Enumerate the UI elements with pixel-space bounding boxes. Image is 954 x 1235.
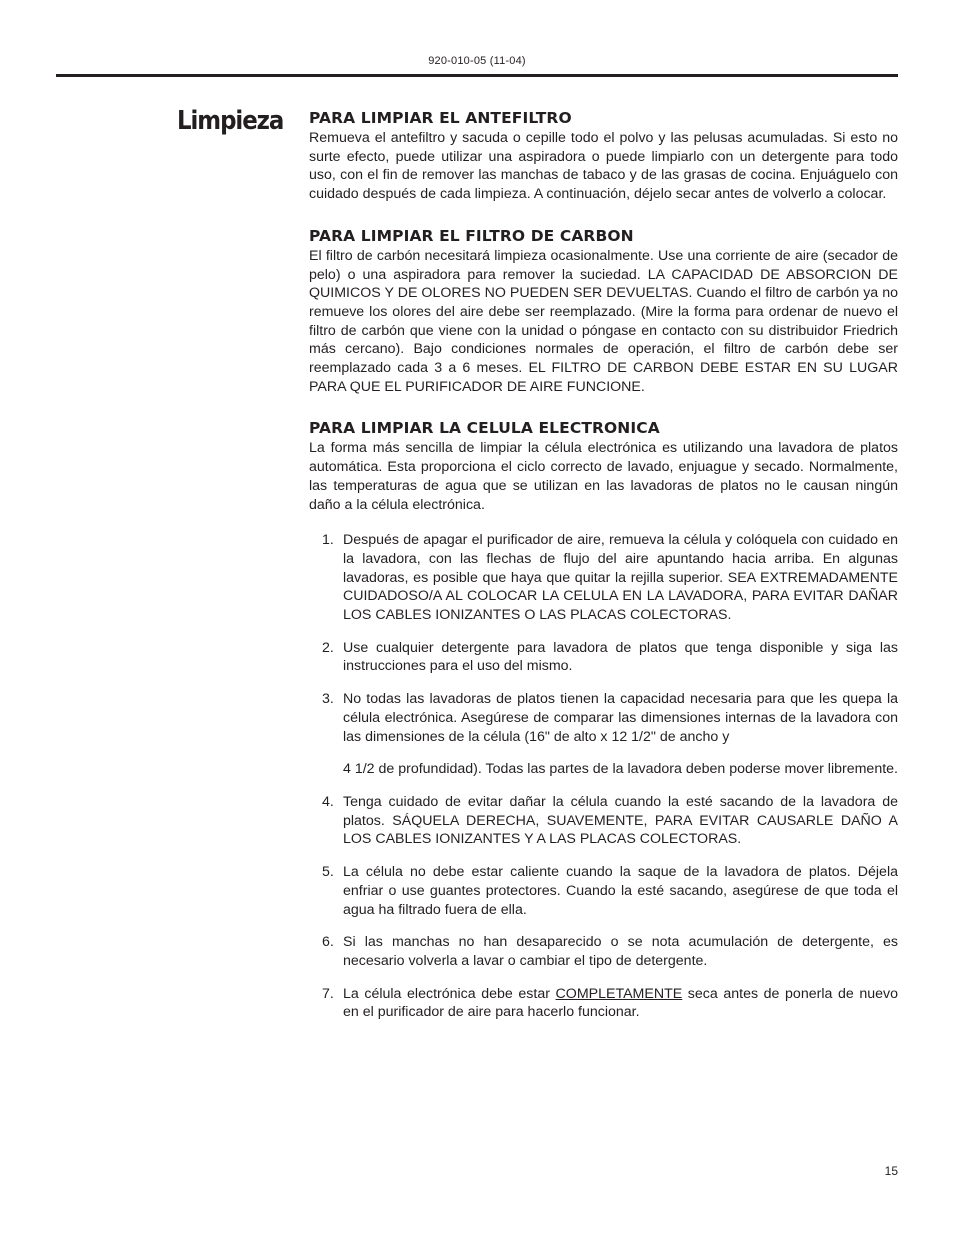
list-item: [309, 793, 898, 849]
step-number: 1.: [322, 532, 334, 549]
step-text: Use cualquier detergente para lavadora de platos que tenga disponible y siga las instrucciones para el uso del mismo.: [343, 639, 898, 675]
step-text: Si las manchas no han desaparecido o se nota acumulación de detergente, es necesario volverla a lavar o cambiar el tipo de detergente.: [343, 934, 898, 969]
section-antefiltro: [309, 108, 898, 204]
section-filtro-carbon: [309, 226, 898, 397]
step-text: Después de apagar el purificador de aire, remueva la célula y colóquela con cuidado en la lavadora, con las flechas de flujo del aire apuntando hacia arriba. En algunas lavadoras, es posible que haya que quitar la rejilla superior. SEA EXTREMADAMENTE CUIDADOSO/A AL COLOCAR LA CELULA EN LA LAVADORA, PARA EVITAR DAÑAR LOS CABLES IONIZANTES O LAS PLACAS COLECTORAS.: [343, 532, 898, 624]
header-rule: [56, 74, 898, 77]
step-number: 3.: [322, 691, 334, 708]
list-item: [309, 639, 898, 676]
section-body: La forma más sencilla de limpiar la célula electrónica es utilizando una lavadora de platos automática. Esta proporciona el ciclo correcto de lavado, enjuague y secado. Normalmente, las temperaturas de agua que se utilizan en las lavadoras de platos no le causan ningún daño a la célula electrónica.: [309, 440, 898, 513]
section-celula-electronica: [309, 418, 898, 1022]
main-content: [309, 108, 898, 1036]
step-number: 2.: [322, 639, 334, 656]
step-number: 7.: [322, 985, 334, 1002]
cleaning-steps-list: [309, 531, 898, 1022]
list-item: [309, 531, 898, 625]
section-body: El filtro de carbón necesitará limpieza ocasionalmente. Use una corriente de aire (secador de pelo) o una aspiradora para remover la suciedad. LA CAPACIDAD DE ABSORCION DE QUIMICOS Y DE OLORES NO PUEDEN SER DEVUELTAS. Cuando el filtro de carbón ya no remueve los olores del aire debe ser reemplazado. (Mire la forma para ordenar de nuevo el filtro de carbón que viene con la unidad o póngase en contacto con su distribuidor Friedrich más cercano). Bajo condiciones normales de operación, el filtro de carbón debe ser reemplazado cada 3 a 6 meses. EL FILTRO DE CARBON DEBE ESTAR EN SU LUGAR PARA QUE EL PURIFICADOR DE AIRE FUNCIONE.: [309, 247, 898, 395]
section-body: Remueva el antefiltro y sacuda o cepille todo el polvo y las pelusas acumuladas. Si esto no surte efecto, puede utilizar una aspiradora o puede limpiarlo con un detergente para todo uso, con el fin de remover las manchas de tabaco y de las grasas de cocina. Enjuáguelo con cuidado después de cada limpieza. A continuación, déjelo secar antes de volverlo a colocar.: [309, 130, 898, 203]
step-text-before: La célula electrónica debe estar: [343, 985, 556, 1002]
step-text: No todas las lavadoras de platos tienen la capacidad necesaria para que les quepa la célula electrónica. Asegúrese de comparar las dimensiones internas de la lavadora con las dimensiones de la célula (16" de alto x 12 1/2" de ancho y: [343, 691, 898, 745]
step-number: 6.: [322, 934, 334, 951]
step-number: 4.: [322, 793, 334, 810]
document-code: 920-010-05 (11-04): [428, 55, 526, 67]
step-number: 5.: [322, 864, 334, 881]
section-heading: PARA LIMPIAR EL FILTRO DE CARBON: [309, 226, 634, 245]
underlined-emphasis: COMPLETAMENTE: [555, 985, 683, 1002]
section-heading: PARA LIMPIAR EL ANTEFILTRO: [309, 109, 572, 127]
list-item: [309, 690, 898, 779]
list-item: [309, 985, 898, 1022]
step-text-after: seca antes de ponerla de nuevo en el purificador de aire para hacerlo funcionar.: [343, 985, 898, 1021]
step-text-continuation: 4 1/2 de profundidad). Todas las partes de la lavadora deben poderse mover libremente.: [343, 761, 898, 778]
section-heading: PARA LIMPIAR LA CELULA ELECTRONICA: [309, 419, 660, 438]
list-item: [309, 933, 898, 970]
step-text: La célula no debe estar caliente cuando la saque de la lavadora de platos. Déjela enfriar o use guantes protectores. Cuando la esté sacando, asegúrese de que toda el agua ha filtrado fuera de ella.: [343, 864, 898, 918]
list-item: [309, 863, 898, 919]
step-text: [343, 986, 898, 1021]
step-text: Tenga cuidado de evitar dañar la célula cuando la esté sacando de la lavadora de platos. SÁQUELA DERECHA, SUAVEMENTE, PARA EVITAR CAUSARLE DAÑO A LOS CABLES IONIZANTES Y A LAS PLACAS COLECTORAS.: [343, 793, 898, 848]
page-number: 15: [884, 1164, 898, 1178]
section-title: Limpieza: [177, 106, 284, 136]
